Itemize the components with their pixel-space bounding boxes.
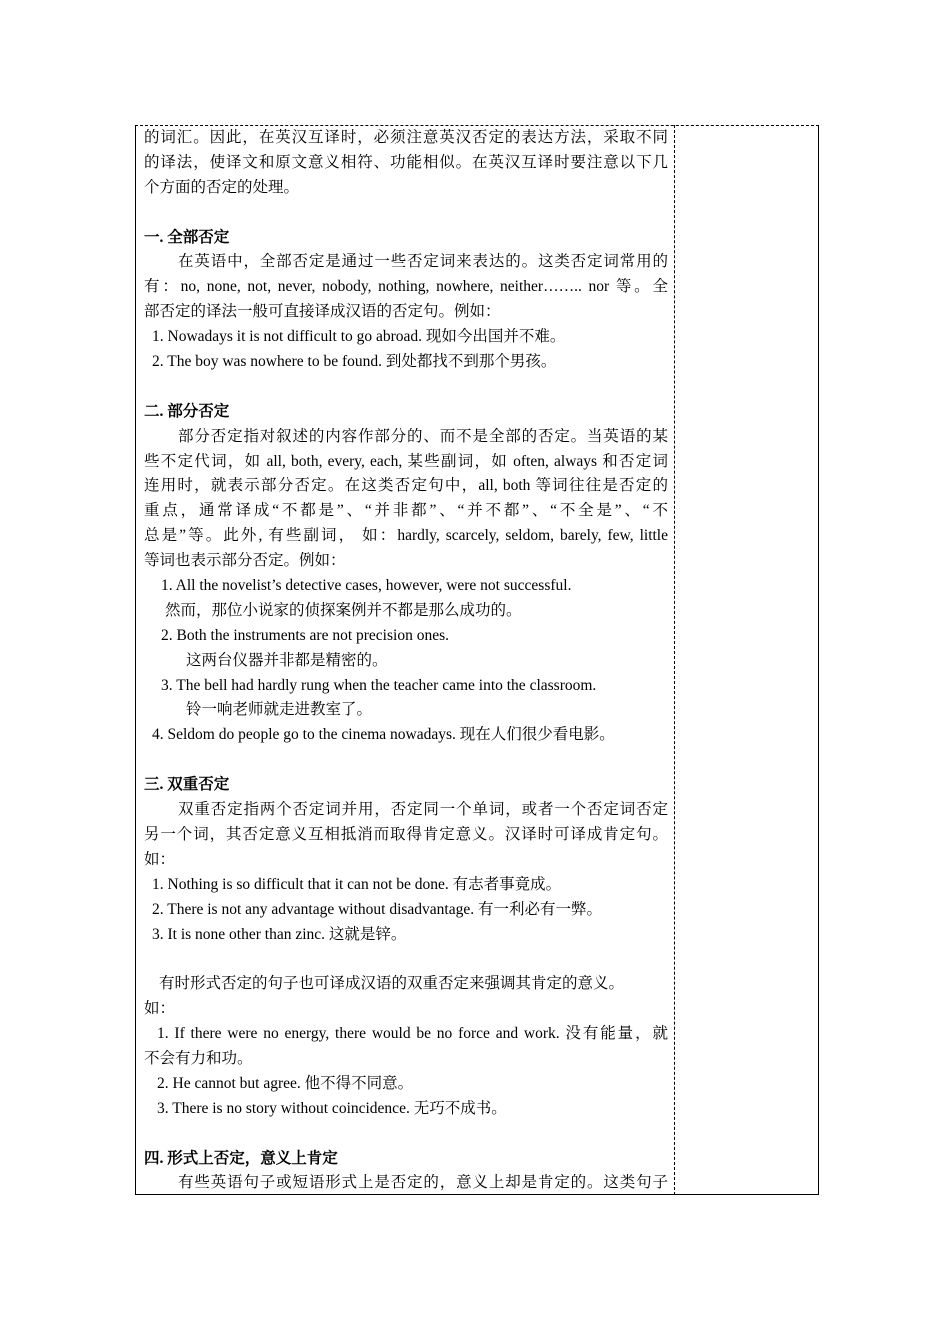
- text-line: 部分否定指对叙述的内容作部分的、而不是全部的否定。当英语的某: [178, 427, 668, 445]
- column-divider: [674, 125, 675, 1195]
- blank-line: [144, 947, 668, 972]
- text-line: 如：: [144, 1000, 176, 1018]
- text-line: 如：: [144, 850, 176, 868]
- text-line: 总是”等。此外, 有些副词， 如：hardly, scarcely, seldom, barely, few, little: [144, 527, 668, 545]
- section-heading: 四. 形式上否定，意义上肯定: [144, 1149, 338, 1167]
- text-line: 2. The boy was nowhere to be found. 到处都找不到那个男孩。: [152, 353, 557, 371]
- text-line: 的译法，使译文和原文意义相符、功能相似。在英汉互译时要注意以下几: [144, 153, 668, 171]
- text-line: 1. If there were no energy, there would be no force and work. 没有能量，就: [157, 1025, 668, 1043]
- text-line: 这两台仪器并非都是精密的。: [186, 651, 388, 669]
- text-line: 另一个词，其否定意义互相抵消而取得肯定意义。汉译时可译成肯定句。: [144, 825, 668, 843]
- text-line: 不会有力和功。: [144, 1049, 253, 1067]
- document-body: [144, 126, 668, 1196]
- text-line: 1. All the novelist’s detective cases, however, were not successful.: [161, 577, 572, 595]
- section-heading: 二. 部分否定: [144, 402, 230, 420]
- text-line: 的词汇。因此，在英汉互译时，必须注意英汉否定的表达方法，采取不同: [144, 129, 668, 146]
- section-heading: 一. 全部否定: [144, 228, 230, 246]
- text-line: 在英语中，全部否定是通过一些否定词来表达的。这类否定词常用的: [178, 253, 668, 271]
- text-line: 部否定的译法一般可直接译成汉语的否定句。例如：: [144, 303, 501, 321]
- text-line: 铃一响老师就走进教室了。: [186, 701, 373, 719]
- section-heading: 三. 双重否定: [144, 776, 230, 794]
- text-line: 有时形式否定的句子也可译成汉语的双重否定来强调其肯定的意义。: [159, 975, 625, 993]
- text-line: 重点，通常译成“不都是”、“并非都”、“并不都”、“不全是”、“不: [144, 502, 668, 520]
- text-line: 2. Both the instruments are not precision ones.: [161, 626, 449, 644]
- blank-line: [144, 201, 668, 226]
- blank-line: [144, 375, 668, 400]
- text-line: 个方面的否定的处理。: [144, 178, 300, 196]
- blank-line: [144, 748, 668, 773]
- text-line: 然而，那位小说家的侦探案例并不都是那么成功的。: [165, 601, 522, 619]
- text-line: 连用时，就表示部分否定。在这类否定句中，all, both 等词往往是否定的: [144, 477, 668, 495]
- text-line: 1. Nothing is so difficult that it can not be done. 有志者事竟成。: [152, 875, 562, 893]
- text-line: 3. The bell had hardly rung when the teacher came into the classroom.: [161, 676, 597, 694]
- blank-line: [144, 1122, 668, 1147]
- text-line: 有些英语句子或短语形式上是否定的，意义上却是肯定的。这类句子: [178, 1174, 668, 1192]
- text-line: 2. There is not any advantage without disadvantage. 有一利必有一弊。: [152, 900, 602, 918]
- text-line: 有：no, none, not, never, nobody, nothing, nowhere, neither…….. nor 等。全: [144, 278, 668, 296]
- text-line: 4. Seldom do people go to the cinema nowadays. 现在人们很少看电影。: [152, 726, 615, 744]
- text-line: 3. There is no story without coincidence. 无巧不成书。: [157, 1099, 507, 1117]
- text-line: 1. Nowadays it is not difficult to go abroad. 现如今出国并不难。: [152, 328, 566, 346]
- text-line: 3. It is none other than zinc. 这就是锌。: [152, 925, 407, 943]
- text-line: 些不定代词，如 all, both, every, each, 某些副词，如 often, always 和否定词: [144, 452, 668, 470]
- text-line: 双重否定指两个否定词并用，否定同一个单词，或者一个否定词否定: [178, 801, 668, 819]
- text-line: 2. He cannot but agree. 他不得不同意。: [157, 1074, 414, 1092]
- text-line: 等词也表示部分否定。例如：: [144, 552, 346, 570]
